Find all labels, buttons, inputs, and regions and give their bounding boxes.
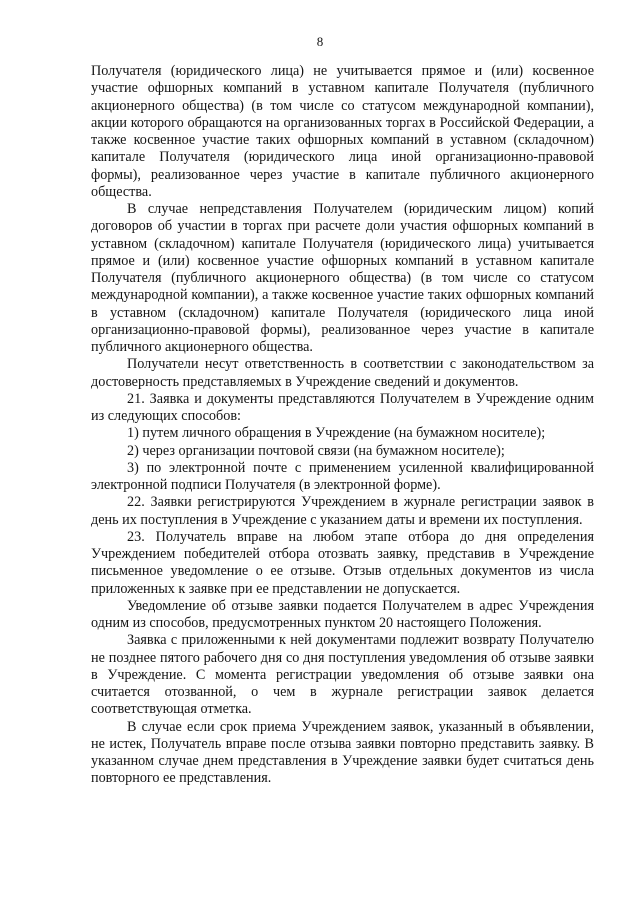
paragraph-continuation: Получателя (юридического лица) не учитывается прямое и (или) косвенное участие офшорных компаний в уставном капитале Получателя (публичного акционерного общества) (в том числе со статусом международной компании), акции которого обращаются на организованных торгах в Российской Федерации, а также косвенное участие таких офшорных компаний в уставном (складочном) капитале Получателя (юридического лица иной организационно-правовой формы), реализованное через участие в капитале публичного акционерного общества. [91, 63, 594, 200]
paragraph-item-21: 21. Заявка и документы представляются Получателем в Учреждение одним из следующих способов: [91, 390, 594, 424]
paragraph-resubmission: В случае если срок приема Учреждением заявок, указанный в объявлении, не истек, Получатель вправе после отзыва заявки повторно представить заявку. В указанном случае днем представления в Учреждение заявки будет считаться день повторного ее представления. [91, 718, 594, 787]
list-item-1: 1) путем личного обращения в Учреждение (на бумажном носителе); [127, 425, 546, 442]
list-item-3: 3) по электронной почте с применением усиленной квалифицированной электронной подписи Получателя (в электронной форме). [91, 459, 594, 493]
page-number: 8 [316, 34, 324, 49]
document-body [91, 63, 594, 788]
paragraph-withdrawal-notice: Уведомление об отзыве заявки подается Получателем в адрес Учреждения одним из способов, предусмотренных пунктом 20 настоящего Положения. [91, 597, 594, 631]
paragraph-item-23: 23. Получатель вправе на любом этапе отбора до дня определения Учреждением победителей отбора отозвать заявку, представив в Учреждение письменное уведомление о ее отзыве. Отзыв отдельных документов из числа приложенных к заявке при ее представлении не допускается. [91, 528, 594, 597]
paragraph-offshore-participation: В случае непредставления Получателем (юридическим лицом) копий договоров об участии в торгах при расчете доли участия офшорных компаний в уставном (складочном) капитале Получателя (юридического лица) учитывается прямое и (или) косвенное участие офшорных компаний в уставном капитале Получателя (публичного акционерного общества) (в том числе со статусом международной компании), а также косвенное участие таких офшорных компаний в уставном (складочном) капитале Получателя (юридического лица иной организационно-правовой формы), реализованное через участие в капитале публичного акционерного общества. [91, 201, 594, 355]
paragraph-application-return: Заявка с приложенными к ней документами подлежит возврату Получателю не позднее пятого рабочего дня со дня поступления уведомления об отзыве заявки в Учреждение. С момента регистрации уведомления об отзыве заявки она считается отозванной, о чем в журнале регистрации заявок делается соответствующая отметка. [91, 632, 594, 718]
paragraph-item-22: 22. Заявки регистрируются Учреждением в журнале регистрации заявок в день их поступления в Учреждение с указанием даты и времени их поступления. [91, 494, 594, 528]
paragraph-responsibility: Получатели несут ответственность в соответствии с законодательством за достоверность представляемых в Учреждение сведений и документов. [91, 356, 594, 390]
list-item-2: 2) через организации почтовой связи (на бумажном носителе); [127, 442, 505, 459]
